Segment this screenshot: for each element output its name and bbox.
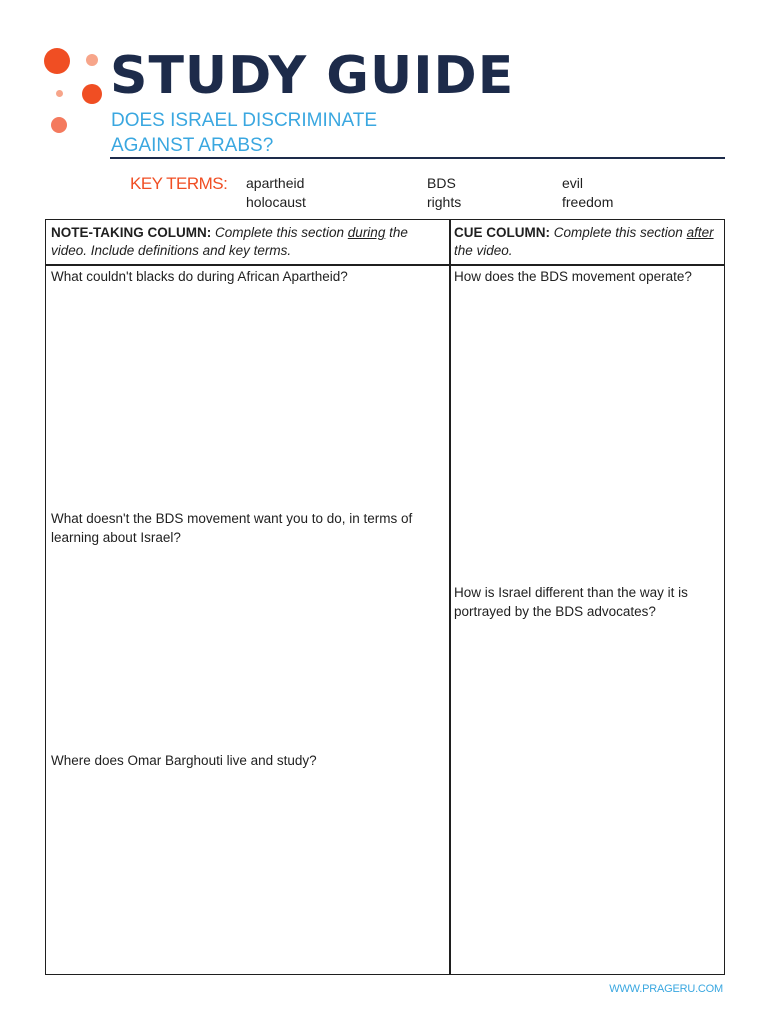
cue-heading-italic-pre: Complete this section	[550, 225, 687, 240]
key-terms-column-2	[427, 174, 461, 212]
key-terms-column-3	[562, 174, 613, 212]
key-term: BDS	[427, 175, 456, 191]
key-term: evil	[562, 175, 584, 191]
note-heading-italic-post: the video. Include definitions and key terms.	[51, 225, 408, 258]
cue-column-heading	[454, 224, 722, 260]
logo-dot-large	[44, 48, 70, 74]
column-divider	[449, 220, 451, 974]
logo-dot-tiny	[56, 90, 63, 97]
note-question-3: Where does Omar Barghouti live and study?	[51, 753, 317, 768]
key-term: holocaust	[246, 194, 306, 210]
key-term: rights	[427, 194, 462, 210]
note-heading-italic-pre: Complete this section	[211, 225, 348, 240]
cue-heading-underlined: after	[686, 225, 714, 240]
key-terms-column-1	[246, 174, 306, 212]
cue-question-1: How does the BDS movement operate?	[454, 269, 692, 284]
note-taking-column-heading	[51, 224, 443, 260]
note-question-1: What couldn't blacks do during African Apartheid?	[51, 269, 348, 284]
header-row-divider	[46, 264, 724, 266]
key-term: freedom	[562, 194, 614, 210]
subtitle-line-2: AGAINST ARABS?	[111, 135, 274, 156]
cue-heading-bold: CUE COLUMN:	[454, 225, 550, 240]
prageru-logo-dots	[44, 44, 106, 140]
logo-dot-bottom	[51, 117, 67, 133]
note-heading-underlined: during	[347, 225, 386, 240]
key-term: apartheid	[246, 175, 305, 191]
subtitle-line-1: DOES ISRAEL DISCRIMINATE	[111, 110, 378, 131]
note-question-2: What doesn't the BDS movement want you to do, in terms of learning about Israel?	[51, 511, 413, 545]
header-divider	[110, 157, 725, 159]
logo-dot-small-light	[86, 54, 98, 66]
key-terms-label: KEY TERMS:	[130, 174, 228, 193]
footer-url: WWW.PRAGERU.COM	[609, 983, 723, 995]
note-heading-bold: NOTE-TAKING COLUMN:	[51, 225, 212, 240]
logo-dot-medium	[82, 84, 102, 104]
notes-grid	[45, 219, 725, 975]
cue-question-2: How is Israel different than the way it is portrayed by the BDS advocates?	[454, 585, 688, 619]
cue-heading-italic-post: the video.	[454, 243, 513, 258]
page-subtitle	[111, 108, 377, 158]
page-title: STUDY GUIDE	[110, 46, 515, 106]
